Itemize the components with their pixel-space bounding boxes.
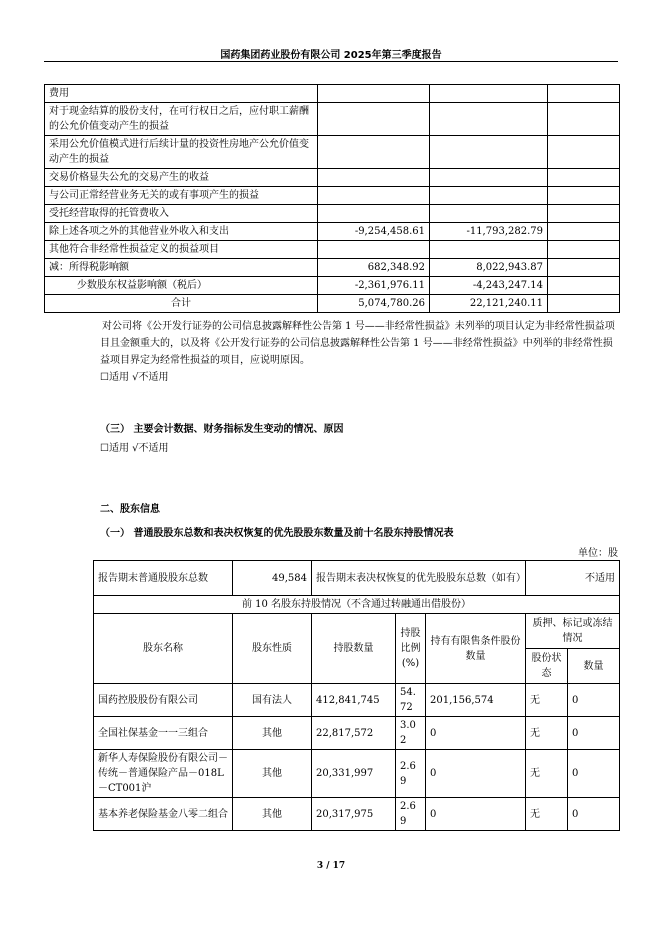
nonrecurring-explanation-paragraph (100, 318, 620, 386)
table-row (94, 798, 620, 831)
note-cell (548, 223, 620, 241)
row-label: 除上述各项之外的其他营业外收入和支出 (45, 223, 318, 241)
top10-title: 前 10 名股东持股情况（不含通过转融通出借股份） (94, 596, 620, 614)
shareholder-ratio: 54.72 (396, 684, 426, 717)
current-period-value: 5,074,780.26 (318, 295, 430, 313)
shareholder-nature: 国有法人 (233, 684, 312, 717)
shareholder-ratio: 3.02 (396, 717, 426, 750)
row-label: 对于现金结算的股份支付，在可行权日之后，应付职工薪酬的公允价值变动产生的损益 (45, 103, 318, 136)
ytd-value: 22,121,240.11 (430, 295, 548, 313)
ytd-value: 8,022,943.87 (430, 259, 548, 277)
note-cell (548, 103, 620, 136)
preferred-shareholders-label: 报告期末表决权恢复的优先股股东总数（如有） (312, 561, 526, 596)
table-row (94, 596, 620, 614)
ytd-value: -11,793,282.79 (430, 223, 548, 241)
shareholder-quantity: 20,331,997 (312, 750, 396, 798)
shareholder-name: 国药控股股份有限公司 (94, 684, 233, 717)
current-period-value: -9,254,458.61 (318, 223, 430, 241)
current-period-value (318, 187, 430, 205)
table-row-total (45, 295, 620, 313)
applicability-option: ☐适用 √不适用 (100, 372, 169, 383)
shareholder-nature: 其他 (233, 750, 312, 798)
table-row (45, 205, 620, 223)
row-label: 交易价格显失公允的交易产生的收益 (45, 169, 318, 187)
row-label: 与公司正常经营业务无关的或有事项产生的损益 (45, 187, 318, 205)
table-row (94, 717, 620, 750)
current-period-value (318, 205, 430, 223)
shareholder-restricted: 0 (426, 750, 526, 798)
shareholder-status: 无 (526, 798, 568, 831)
shareholder-count: 0 (568, 750, 620, 798)
ytd-value (430, 169, 548, 187)
table-row (45, 85, 620, 103)
shareholder-restricted: 0 (426, 798, 526, 831)
table-row (45, 103, 620, 136)
header-divider (44, 61, 618, 62)
shareholder-status: 无 (526, 684, 568, 717)
col-header-quantity: 持股数量 (312, 614, 396, 684)
total-shareholders-label: 报告期末普通股股东总数 (94, 561, 233, 596)
ytd-value (430, 205, 548, 223)
shareholder-status: 无 (526, 750, 568, 798)
page-header-title: 国药集团药业股份有限公司 2025年第三季度报告 (220, 50, 442, 61)
table-row (45, 169, 620, 187)
col-header-nature: 股东性质 (233, 614, 312, 684)
ytd-value: -4,243,247.14 (430, 277, 548, 295)
shareholders-table (93, 560, 620, 831)
col-header-status: 股份状态 (526, 649, 568, 684)
shareholder-nature: 其他 (233, 798, 312, 831)
note-cell (548, 277, 620, 295)
current-period-value (318, 85, 430, 103)
nonrecurring-gains-table (44, 84, 620, 313)
shareholder-status: 无 (526, 717, 568, 750)
row-label: 受托经营取得的托管费收入 (45, 205, 318, 223)
note-cell (548, 259, 620, 277)
shareholder-count: 0 (568, 684, 620, 717)
table-row (45, 187, 620, 205)
ytd-value (430, 241, 548, 259)
explanation-text: 对公司将《公开发行证券的公司信息披露解释性公告第 1 号——非经常性损益》未列举的项目认定为非经常性损益项目且金额重大的，以及将《公开发行证券的公司信息披露解释性公告第 1 号——非经常性损益》中列举的非经常性损益项目界定为经常性损益的项目，应说明原因。 (100, 321, 615, 366)
shareholder-restricted: 201,156,574 (426, 684, 526, 717)
col-header-ratio: 持股比例(%) (396, 614, 426, 684)
unit-label: 单位：股 (578, 548, 618, 559)
col-header-pledge: 质押、标记或冻结情况 (526, 614, 620, 649)
ytd-value (430, 85, 548, 103)
table-header-row (94, 614, 620, 649)
row-label: 合计 (45, 295, 318, 313)
table-row (45, 259, 620, 277)
note-cell (548, 85, 620, 103)
row-label: 采用公允价值模式进行后续计量的投资性房地产公允价值变动产生的损益 (45, 136, 318, 169)
shareholder-ratio: 2.69 (396, 750, 426, 798)
shareholder-name: 全国社保基金一一三组合 (94, 717, 233, 750)
row-label: 费用 (45, 85, 318, 103)
page-number: 3 / 17 (316, 861, 346, 871)
subsection-heading-shareholders: （一） 普通股股东总数和表决权恢复的优先股股东数量及前十名股东持股情况表 (100, 528, 454, 539)
table-row (45, 241, 620, 259)
row-label: 减：所得税影响额 (45, 259, 318, 277)
note-cell (548, 295, 620, 313)
shareholder-restricted: 0 (426, 717, 526, 750)
ytd-value (430, 103, 548, 136)
note-cell (548, 169, 620, 187)
current-period-value (318, 241, 430, 259)
note-cell (548, 241, 620, 259)
note-cell (548, 205, 620, 223)
table-row (94, 684, 620, 717)
col-header-restricted: 持有有限售条件股份数量 (426, 614, 526, 684)
table-row (94, 561, 620, 596)
current-period-value (318, 136, 430, 169)
preferred-shareholders-value: 不适用 (526, 561, 620, 596)
shareholder-count: 0 (568, 717, 620, 750)
col-header-name: 股东名称 (94, 614, 233, 684)
table-row (94, 750, 620, 798)
current-period-value: -2,361,976.11 (318, 277, 430, 295)
shareholder-ratio: 2.69 (396, 798, 426, 831)
shareholder-nature: 其他 (233, 717, 312, 750)
note-cell (548, 136, 620, 169)
table-row (45, 136, 620, 169)
shareholder-count: 0 (568, 798, 620, 831)
note-cell (548, 187, 620, 205)
ytd-value (430, 187, 548, 205)
shareholder-name: 新华人寿保险股份有限公司－传统－普通保险产品－018L－CT001沪 (94, 750, 233, 798)
table-row (45, 277, 620, 295)
section-heading-changes: （三） 主要会计数据、财务指标发生变动的情况、原因 (100, 424, 344, 435)
ytd-value (430, 136, 548, 169)
row-label: 少数股东权益影响额（税后） (45, 277, 318, 295)
section-heading-shareholders: 二、股东信息 (100, 504, 160, 515)
table-row (45, 223, 620, 241)
current-period-value (318, 103, 430, 136)
shareholder-name: 基本养老保险基金八零二组合 (94, 798, 233, 831)
total-shareholders-value: 49,584 (233, 561, 312, 596)
current-period-value (318, 169, 430, 187)
row-label: 其他符合非经常性损益定义的损益项目 (45, 241, 318, 259)
shareholder-quantity: 412,841,745 (312, 684, 396, 717)
col-header-count: 数量 (568, 649, 620, 684)
current-period-value: 682,348.92 (318, 259, 430, 277)
shareholder-quantity: 22,817,572 (312, 717, 396, 750)
applicability-option: ☐适用 √不适用 (100, 443, 169, 454)
shareholder-quantity: 20,317,975 (312, 798, 396, 831)
